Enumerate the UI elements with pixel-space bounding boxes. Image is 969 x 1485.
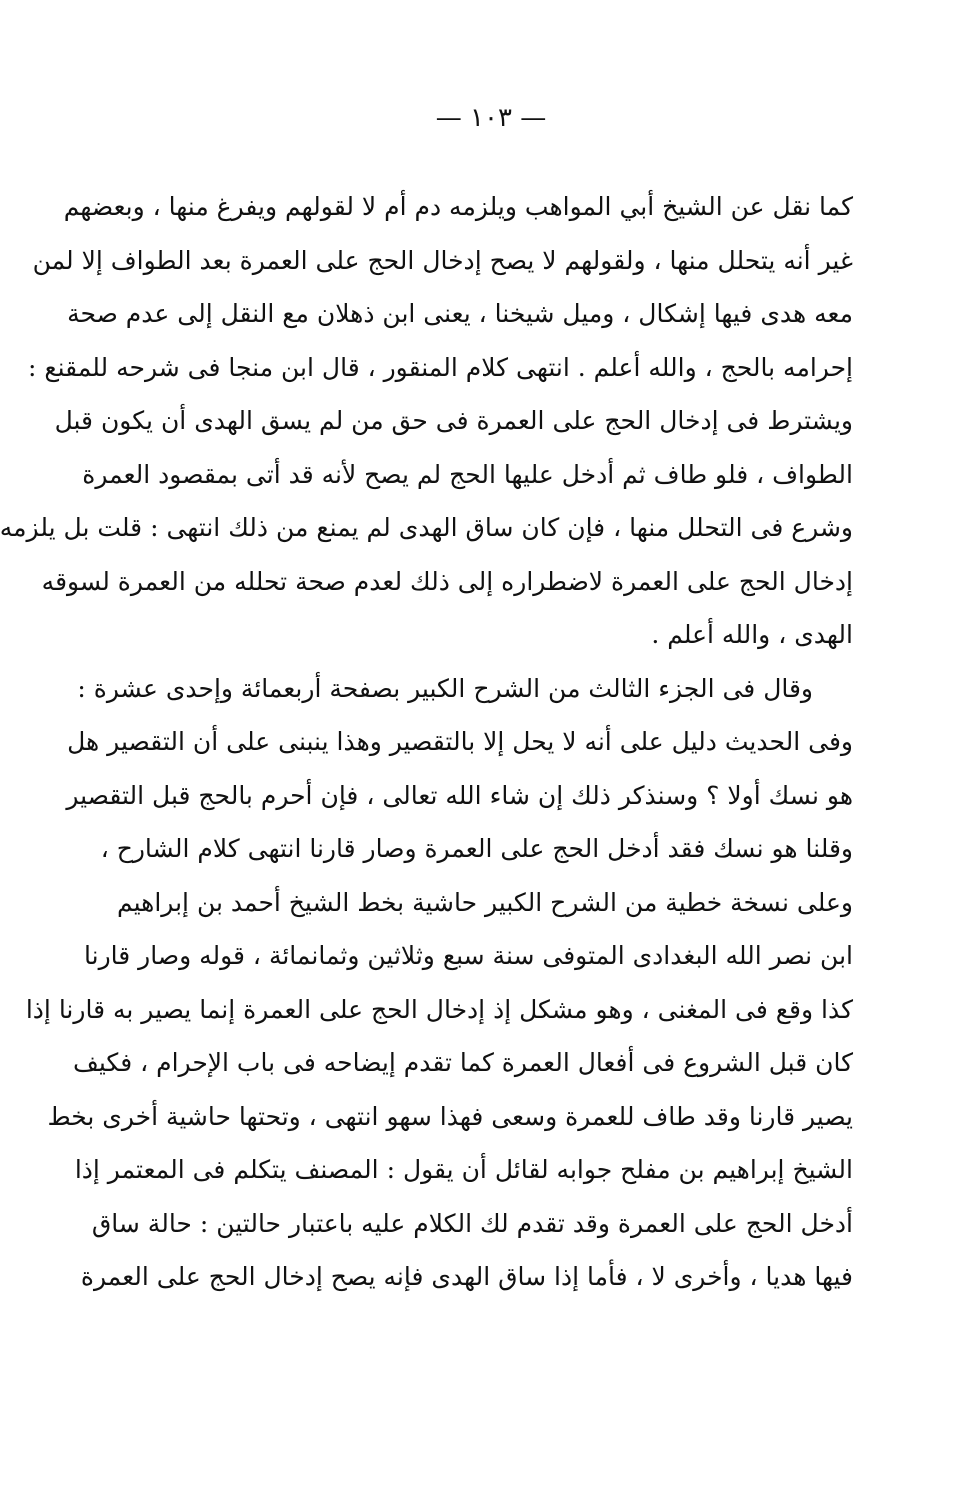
text-line: كان قبل الشروع فى أفعال العمرة كما تقدم إيضاحه فى باب الإحرام ، فكيف	[72, 1048, 853, 1077]
text-line: كذا وقع فى المغنى ، وهو مشكل إذ إدخال الحج على العمرة إنما يصير به قارنا إذا	[25, 994, 853, 1024]
text-line: فيها هديا ، وأخرى لا ، فأما إذا ساق الهدى فإنه يصح إدخال الحج على العمرة	[80, 1262, 853, 1291]
text-line: الهدى ، والله أعلم .	[651, 620, 853, 649]
paragraph-start-line: وقال فى الجزء الثالث من الشرح الكبير بصفحة أربعمائة وإحدى عشرة :	[77, 673, 813, 703]
text-line: معه هدى فيها إشكال ، وميل شيخنا ، يعنى ابن ذهلان مع النقل إلى عدم صحة	[67, 299, 853, 328]
text-line: أدخل الحج على العمرة وقد تقدم لك الكلام عليه باعتبار حالتين : حالة ساق	[91, 1208, 853, 1238]
text-line: إدخال الحج على العمرة لاضطراره إلى ذلك لعدم صحة تحلله من العمرة لسوقه	[41, 566, 853, 596]
text-line: الشيخ إبراهيم بن مفلح جوابه لقائل أن يقول : المصنف يتكلم فى المعتمر إذا	[74, 1155, 853, 1184]
text-line: وشرع فى التحلل منها ، فإن كان ساق الهدى لم يمنع من ذلك انتهى : قلت بل يلزمه	[0, 513, 853, 542]
text-line: ويشترط فى إدخال الحج على العمرة فى حق من لم يسق الهدى أن يكون قبل	[54, 406, 853, 435]
text-line: هو نسك أولا ؟ وسنذكر ذلك إن شاء الله تعالى ، فإن أحرم بالحج قبل التقصير	[66, 780, 853, 810]
text-line: ابن نصر الله البغدادى المتوفى سنة سبع وثلاثين وثمانمائة ، قوله وصار قارنا	[84, 941, 853, 970]
page-number: — ١٠٣ —	[435, 103, 547, 133]
text-line: وقلنا هو نسك فقد أدخل الحج على العمرة وصار قارنا انتهى كلام الشارح ،	[100, 834, 853, 863]
text-line: يصير قارنا وقد طاف للعمرة وسعى فهذا سهو انتهى ، وتحتها حاشية أخرى بخط	[47, 1101, 853, 1131]
text-line: الطواف ، فلو طاف ثم أدخل عليها الحج لم يصح لأنه قد أتى بمقصود العمرة	[82, 459, 853, 489]
text-line: إحرامه بالحج ، والله أعلم . انتهى كلام المنقور ، قال ابن منجا فى شرحه للمقنع :	[27, 352, 853, 382]
text-line: وفى الحديث دليل على أنه لا يحل إلا بالتقصير وهذا ينبنى على أن التقصير هل	[67, 727, 853, 756]
text-line: كما نقل عن الشيخ أبي المواهب ويلزمه دم أم لا لقولهم ويفرغ منها ، وبعضهم	[63, 192, 853, 221]
text-line: غير أنه يتحلل منها ، ولقولهم لا يصح إدخال الحج على العمرة بعد الطواف إلا لمن	[32, 245, 853, 275]
body-text	[0, 180, 853, 1304]
text-line: وعلى نسخة خطية من الشرح الكبير حاشية بخط الشيخ أحمد بن إبراهيم	[116, 887, 853, 917]
